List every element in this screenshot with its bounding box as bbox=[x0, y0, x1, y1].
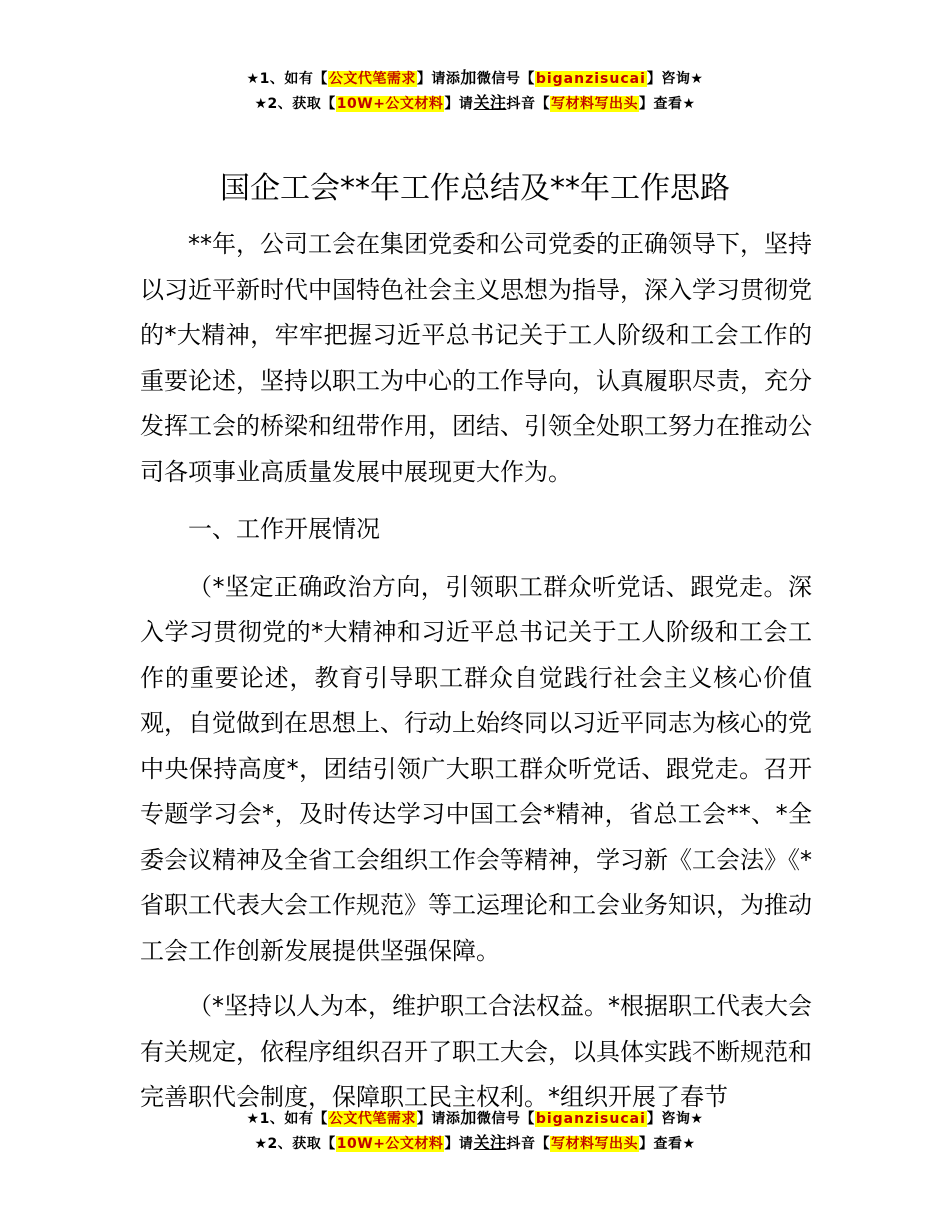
bottom-promo-banner bbox=[0, 1106, 950, 1156]
promo-text: 抖音【 bbox=[506, 1136, 550, 1152]
promo-text: 关注 bbox=[473, 1133, 507, 1152]
promo-text: 】查看★ bbox=[638, 1136, 696, 1152]
promo-text: 】咨询★ bbox=[646, 71, 704, 87]
highlight-wechat-id: biganzisucai bbox=[535, 1111, 646, 1127]
highlight-douyin: 写材料写出头 bbox=[550, 96, 638, 112]
document-body bbox=[140, 222, 812, 1121]
paragraph-political-direction: （*坚定正确政治方向，引领职工群众听党话、跟党走。深入学习贯彻党的*大精神和习近平总书记关于工人阶级和工会工作的重要论述，教育引导职工群众自觉践行社会主义核心价值观，自觉做到在思想上、行动上始终同以习近平同志为核心的党中央保持高度*，团结引领广大职工群众听党话、跟党走。召开专题学习会*，及时传达学习中国工会*精神，省总工会**、*全委会议精神及全省工会组织工作会等精神，学习新《工会法》《*省职工代表大会工作规范》等工运理论和工会业务知识，为推动工会工作创新发展提供坚强保障。 bbox=[140, 572, 812, 965]
highlight-materials: 10W+公文材料 bbox=[336, 1136, 444, 1152]
promo-text: 】请 bbox=[444, 1136, 474, 1152]
paragraph-intro: **年，公司工会在集团党委和公司党委的正确领导下，坚持以习近平新时代中国特色社会主义思想为指导，深入学习贯彻党的*大精神，牢牢把握习近平总书记关于工人阶级和工会工作的重要论述，坚持以职工为中心的工作导向，认真履职尽责，充分发挥工会的桥梁和纽带作用，团结、引领全处职工努力在推动公司各项事业高质量发展中展现更大作为。 bbox=[140, 230, 812, 486]
section-heading: 一、工作开展情况 bbox=[188, 515, 380, 543]
promo-line-1 bbox=[0, 1106, 950, 1131]
promo-text: 】咨询★ bbox=[646, 1111, 704, 1127]
promo-text: 微信号【 bbox=[476, 71, 535, 87]
promo-text: 关注 bbox=[473, 93, 507, 112]
promo-text: 】查看★ bbox=[638, 96, 696, 112]
promo-text: 微信号【 bbox=[476, 1111, 535, 1127]
promo-text: 加 bbox=[460, 68, 477, 87]
highlight-service: 公文代笔需求 bbox=[328, 1111, 416, 1127]
highlight-wechat-id: biganzisucai bbox=[535, 71, 646, 87]
highlight-douyin: 写材料写出头 bbox=[550, 1136, 638, 1152]
promo-text: 抖音【 bbox=[506, 96, 550, 112]
promo-text: 】请 bbox=[444, 96, 474, 112]
highlight-materials: 10W+公文材料 bbox=[336, 96, 444, 112]
promo-text: 】请添 bbox=[416, 71, 461, 87]
promo-line-2 bbox=[0, 91, 950, 116]
promo-text: ★1、如有【 bbox=[246, 71, 328, 87]
top-promo-banner bbox=[0, 66, 950, 116]
promo-line-1 bbox=[0, 66, 950, 91]
promo-text: ★2、获取【 bbox=[254, 1136, 336, 1152]
paragraph-worker-rights: （*坚持以人为本，维护职工合法权益。*根据职工代表大会有关规定，依程序组织召开了职工大会，以具体实践不断规范和完善职代会制度，保障职工民主权利。*组织开展了春节 bbox=[140, 992, 812, 1111]
promo-text: ★1、如有【 bbox=[246, 1111, 328, 1127]
document-title: 国企工会**年工作总结及**年工作思路 bbox=[220, 171, 730, 206]
promo-text: 加 bbox=[460, 1108, 477, 1127]
promo-text: 】请添 bbox=[416, 1111, 461, 1127]
highlight-service: 公文代笔需求 bbox=[328, 71, 416, 87]
promo-text: ★2、获取【 bbox=[254, 96, 336, 112]
promo-line-2 bbox=[0, 1131, 950, 1156]
